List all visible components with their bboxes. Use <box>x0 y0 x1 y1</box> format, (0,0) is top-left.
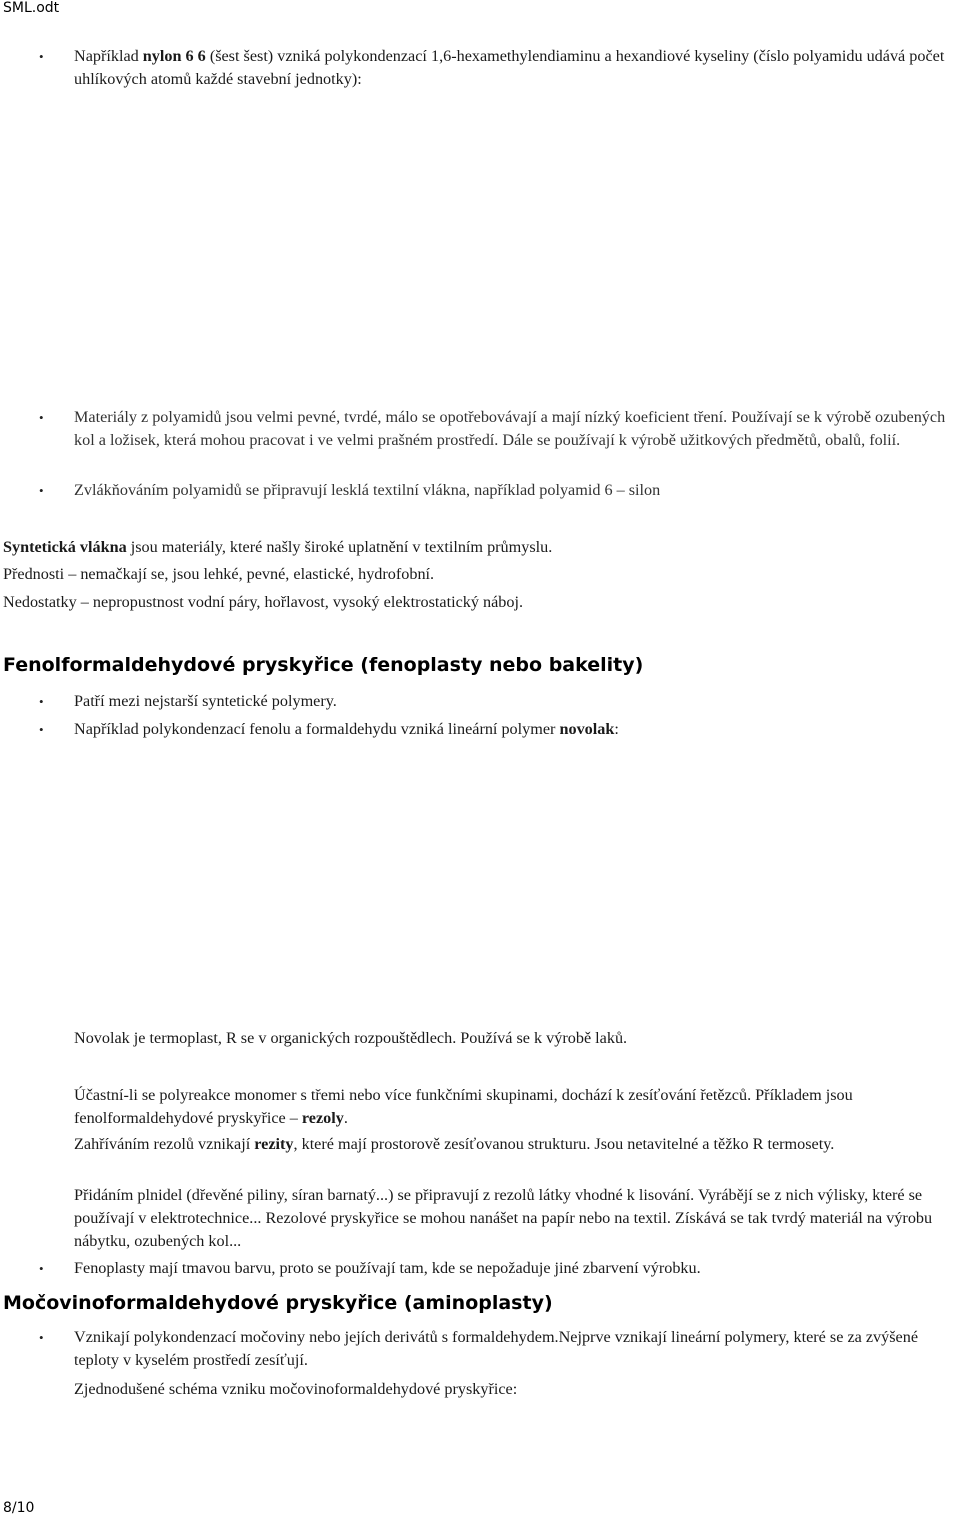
paragraph-fillers: Přidáním plnidel (dřevěné piliny, síran barnatý...) se připravují z rezolů látky vhodné k lisování. Vyrábějí se z nich výlisky, které se používají v elektrotechnice... Rezolové pryskyřice se mohou nanášet na papír nebo na textil. Získává se tak tvrdý materiál na výrobu nábytku, ozubených kol... <box>74 1186 933 1250</box>
term-nylon: nylon 6 6 <box>142 47 206 65</box>
term-resits: rezity <box>254 1135 294 1153</box>
paragraph-resols <box>74 1084 946 1130</box>
paragraph-advantages: Přednosti – nemačkají se, jsou lehké, pevné, elastické, hydrofobní. <box>3 565 435 583</box>
paragraph-novolak-thermoplast: Novolak je termoplast, R se v organických rozpouštědlech. Používá se k výrobě laků. <box>74 1029 628 1047</box>
text: Například <box>74 47 143 65</box>
text: jsou materiály, které našly široké uplatnění v textilním průmyslu. <box>126 538 553 556</box>
paragraph-phenoplast-color: • Fenoplasty mají tmavou barvu, proto se používají tam, kde se nepožaduje jiné zbarvení výrobku. <box>74 1257 946 1280</box>
paragraph-novolak <box>74 718 946 741</box>
term-synthetic-fibers: Syntetická vlákna <box>3 538 127 556</box>
paragraph-aminoplast-formation: • Vznikají polykondenzací močoviny nebo jejích derivátů s formaldehydem.Nejprve vznikají lineární polymery, které se za zvýšené teploty v kyselém prostředí zesíťují. <box>74 1326 946 1372</box>
section-heading-aminoplasts: Močovinoformaldehydové pryskyřice (aminoplasty) <box>3 1292 553 1314</box>
paragraph-fibers: • Zvlákňováním polyamidů se připravují lesklá textilní vlákna, například polyamid 6 – silon <box>74 479 946 502</box>
paragraph-disadvantages: Nedostatky – nepropustnost vodní páry, hořlavost, vysoký elektrostatický náboj. <box>3 593 524 611</box>
text: (šest šest) vzniká polykondenzací 1,6-hexamethylendiaminu a hexandiové kyseliny (číslo polyamidu udává počet uhlíkových atomů každé stavební jednotky): <box>74 47 945 88</box>
text: Zahříváním rezolů vznikají <box>74 1135 255 1153</box>
text: Například polykondenzací fenolu a formaldehydu vzniká lineární polymer <box>74 720 560 738</box>
paragraph-resits <box>74 1133 946 1156</box>
text: , které mají prostorově zesíťovanou strukturu. Jsou netavitelné a těžko R termosety. <box>293 1135 835 1153</box>
paragraph-scheme-caption: Zjednodušené schéma vzniku močovinoformaldehydové pryskyřice: <box>74 1380 518 1398</box>
section-heading-phenoplasts: Fenolformaldehydové pryskyřice (fenoplasty nebo bakelity) <box>3 654 644 676</box>
text: Účastní-li se polyreakce monomer s třemi nebo více funkčními skupinami, dochází k zesíťování řetězců. Příkladem jsou fenolformaldehydové pryskyřice – <box>74 1086 853 1127</box>
term-resols: rezoly <box>301 1109 344 1127</box>
page-number: 8/10 <box>3 1500 35 1516</box>
document-title: SML.odt <box>3 0 60 16</box>
paragraph-nylon <box>74 45 946 91</box>
paragraph-synthetic-fibers <box>3 536 943 559</box>
paragraph-oldest-polymers: • Patří mezi nejstarší syntetické polymery. <box>74 690 946 713</box>
term-novolak: novolak <box>559 720 615 738</box>
text: . <box>343 1109 348 1127</box>
paragraph-polyamide-materials: • Materiály z polyamidů jsou velmi pevné, tvrdé, málo se opotřebovávají a mají nízký koeficient tření. Používají se k výrobě ozubených kol a ložisek, která mohou pracovat i ve velmi prašném prostředí. Dále se používají k výrobě užitkových předmětů, obalů, folií. <box>74 406 946 452</box>
text: : <box>614 720 619 738</box>
